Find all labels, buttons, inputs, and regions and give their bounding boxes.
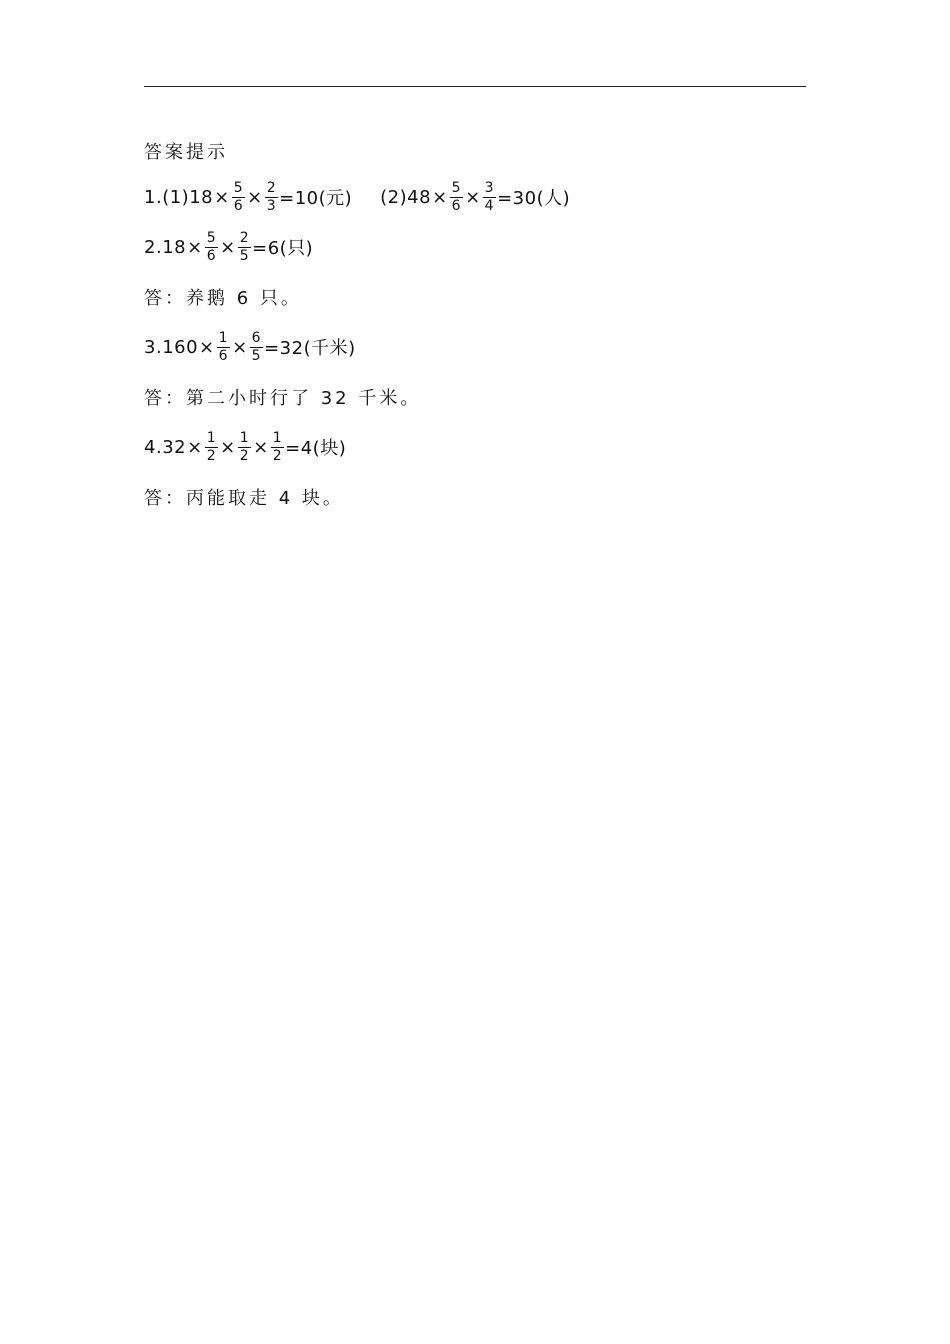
q1-part2-result: =30(人) bbox=[497, 188, 571, 209]
q3-result: =32(千米) bbox=[264, 338, 356, 359]
fraction bbox=[205, 431, 218, 464]
heading-text: 答案提示 bbox=[144, 142, 228, 163]
q4-line bbox=[144, 422, 806, 472]
numerator: 3 bbox=[484, 179, 495, 196]
denominator: 2 bbox=[206, 447, 217, 464]
numerator: 5 bbox=[206, 229, 217, 246]
fraction bbox=[217, 331, 230, 364]
fraction bbox=[271, 431, 284, 464]
times-sign: × bbox=[253, 436, 269, 458]
answer-content bbox=[144, 130, 806, 522]
q2-answer-line bbox=[144, 272, 806, 322]
denominator: 3 bbox=[266, 197, 277, 214]
denominator: 6 bbox=[218, 347, 229, 364]
times-sign: × bbox=[187, 436, 203, 458]
q2-answer: 答：养鹅 6 只。 bbox=[144, 288, 302, 309]
times-sign: × bbox=[247, 186, 263, 208]
times-sign: × bbox=[187, 236, 203, 258]
numerator: 2 bbox=[266, 179, 277, 196]
times-sign: × bbox=[432, 186, 448, 208]
q1-line bbox=[144, 172, 806, 222]
fraction bbox=[265, 181, 278, 214]
times-sign: × bbox=[220, 236, 236, 258]
q3-number: 3. bbox=[144, 336, 163, 358]
fraction bbox=[232, 181, 245, 214]
fraction bbox=[205, 231, 218, 264]
q1-number: 1. bbox=[144, 186, 163, 208]
q3-line bbox=[144, 322, 806, 372]
fraction bbox=[238, 231, 251, 264]
q1-part1-result: =10(元) bbox=[279, 188, 353, 209]
numerator: 5 bbox=[451, 179, 462, 196]
q4-number: 4. bbox=[144, 436, 163, 458]
q2-number: 2. bbox=[144, 236, 163, 258]
q1-part2-operand: 48 bbox=[407, 186, 432, 208]
times-sign: × bbox=[220, 436, 236, 458]
fraction bbox=[450, 181, 463, 214]
denominator: 5 bbox=[239, 247, 250, 264]
denominator: 4 bbox=[484, 197, 495, 214]
times-sign: × bbox=[199, 336, 215, 358]
times-sign: × bbox=[465, 186, 481, 208]
q3-answer: 答：第二小时行了 32 千米。 bbox=[144, 388, 422, 409]
numerator: 5 bbox=[233, 179, 244, 196]
q4-operand: 32 bbox=[162, 436, 187, 458]
q4-answer: 答：丙能取走 4 块。 bbox=[144, 488, 344, 509]
q2-line bbox=[144, 222, 806, 272]
denominator: 6 bbox=[233, 197, 244, 214]
q3-operand: 160 bbox=[162, 336, 199, 358]
fraction bbox=[483, 181, 496, 214]
denominator: 2 bbox=[272, 447, 283, 464]
numerator: 1 bbox=[272, 429, 283, 446]
q3-answer-line bbox=[144, 372, 806, 422]
times-sign: × bbox=[214, 186, 230, 208]
denominator: 6 bbox=[206, 247, 217, 264]
q1-part2-label: (2) bbox=[380, 186, 408, 208]
numerator: 2 bbox=[239, 229, 250, 246]
denominator: 5 bbox=[251, 347, 262, 364]
numerator: 1 bbox=[206, 429, 217, 446]
numerator: 6 bbox=[251, 329, 262, 346]
q4-answer-line bbox=[144, 472, 806, 522]
q1-part1-operand: 18 bbox=[189, 186, 214, 208]
q2-result: =6(只) bbox=[252, 238, 314, 259]
denominator: 2 bbox=[239, 447, 250, 464]
fraction bbox=[250, 331, 263, 364]
denominator: 6 bbox=[451, 197, 462, 214]
q2-operand: 18 bbox=[162, 236, 187, 258]
times-sign: × bbox=[232, 336, 248, 358]
q4-result: =4(块) bbox=[285, 438, 347, 459]
header-rule bbox=[144, 86, 806, 87]
numerator: 1 bbox=[239, 429, 250, 446]
q1-part1-label: (1) bbox=[162, 186, 190, 208]
numerator: 1 bbox=[218, 329, 229, 346]
fraction bbox=[238, 431, 251, 464]
section-heading bbox=[144, 130, 806, 172]
